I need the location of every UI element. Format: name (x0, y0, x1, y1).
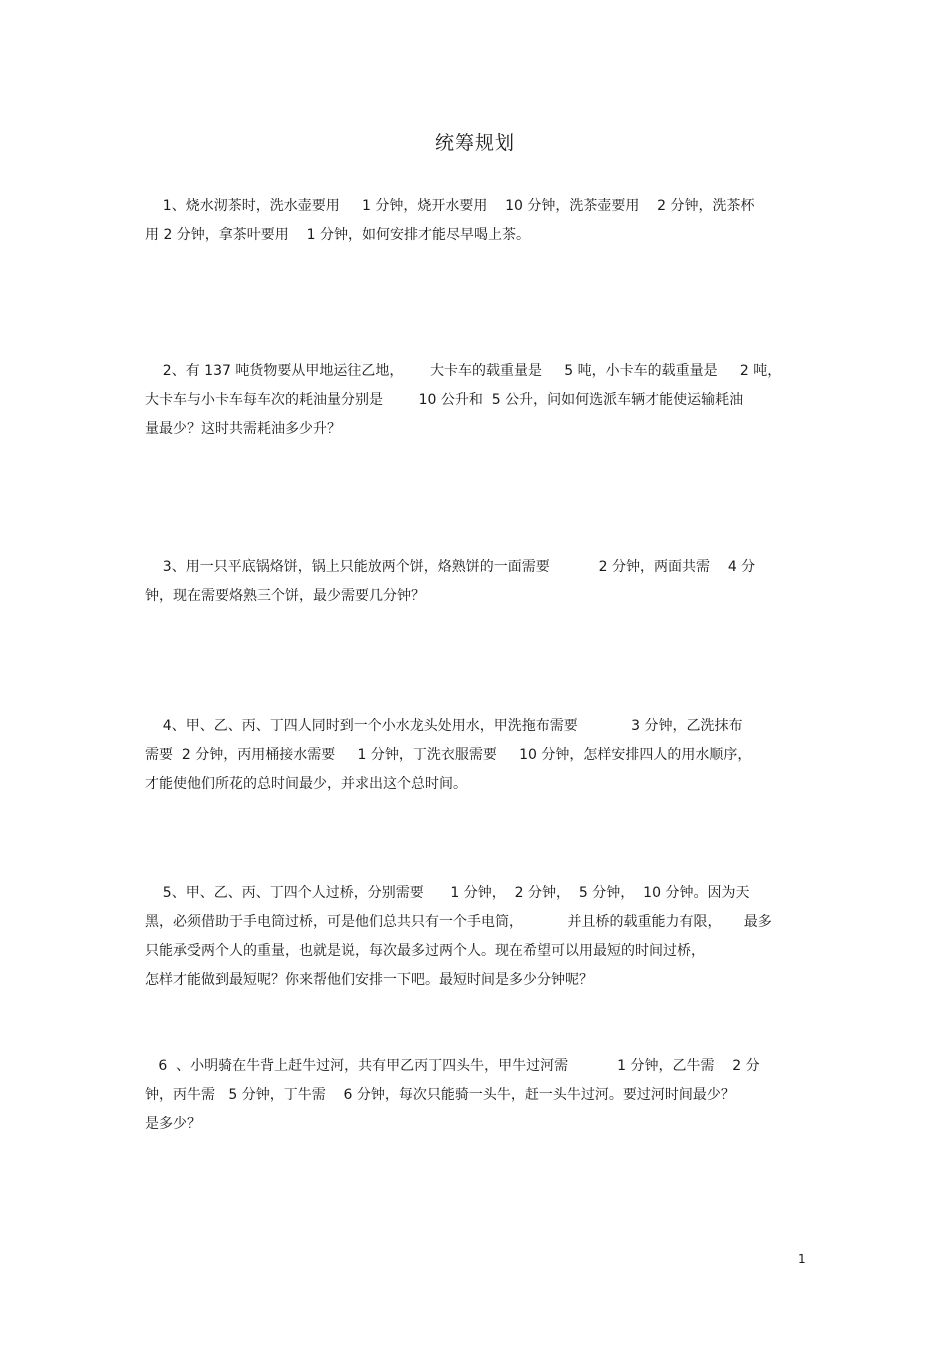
problem-3 (145, 553, 810, 611)
problem-5-line-1: 5、甲、乙、丙、丁四个人过桥，分别需要 1 分钟， 2 分钟， 5 分钟， 10 分钟。因为天 (145, 885, 750, 901)
problem-2-line-2: 大卡车与小卡车每车次的耗油量分别是 10 公升和 5 公升，问如何选派车辆才能使运输耗油 (145, 392, 744, 408)
problem-2-line-3: 量最少？这时共需耗油多少升？ (145, 421, 341, 437)
problem-6-line-2: 钟，丙牛需 5 分钟，丁牛需 6 分钟，每次只能骑一头牛，赶一头牛过河。要过河时间最少？ (145, 1087, 735, 1103)
problem-1 (145, 192, 810, 250)
problem-2 (145, 357, 810, 444)
problem-4 (145, 712, 810, 799)
problem-6 (145, 1052, 810, 1139)
problem-3-line-1: 3、用一只平底锅烙饼，锅上只能放两个饼，烙熟饼的一面需要 2 分钟，两面共需 4 分 (145, 559, 756, 575)
problem-2-line-1: 2、有 137 吨货物要从甲地运往乙地， 大卡车的载重量是 5 吨，小卡车的载重量是 2 吨， (145, 363, 782, 379)
page-title: 统筹规划 (434, 132, 515, 154)
problem-5-line-2: 黑，必须借助于手电筒过桥，可是他们总共只有一个手电筒， 并且桥的载重能力有限， 最多 (145, 914, 772, 930)
problem-5-line-4: 怎样才能做到最短呢？你来帮他们安排一下吧。最短时间是多少分钟呢？ (145, 972, 593, 988)
problem-1-line-2: 用 2 分钟，拿茶叶要用 1 分钟，如何安排才能尽早喝上茶。 (145, 227, 530, 243)
problem-3-line-2: 钟，现在需要烙熟三个饼，最少需要几分钟？ (145, 588, 425, 604)
problem-6-line-1: 6 、小明骑在牛背上赶牛过河，共有甲乙丙丁四头牛，甲牛过河需 1 分钟，乙牛需 2 分 (145, 1058, 760, 1074)
problem-1-line-1: 1、烧水沏茶时，洗水壶要用 1 分钟，烧开水要用 10 分钟，洗茶壶要用 2 分钟，洗茶杯 (145, 198, 755, 214)
problem-4-line-1: 4、甲、乙、丙、丁四人同时到一个小水龙头处用水，甲洗拖布需要 3 分钟，乙洗抹布 (145, 718, 743, 734)
problem-5-line-3: 只能承受两个人的重量，也就是说，每次最多过两个人。现在希望可以用最短的时间过桥， (145, 943, 705, 959)
page-number: 1 (798, 1252, 806, 1266)
problem-4-line-2: 需要 2 分钟，丙用桶接水需要 1 分钟，丁洗衣服需要 10 分钟，怎样安排四人的用水顺序， (145, 747, 752, 763)
problem-4-line-3: 才能使他们所花的总时间最少，并求出这个总时间。 (145, 776, 467, 792)
problem-6-line-3: 是多少？ (145, 1116, 201, 1132)
problem-5 (145, 879, 810, 995)
